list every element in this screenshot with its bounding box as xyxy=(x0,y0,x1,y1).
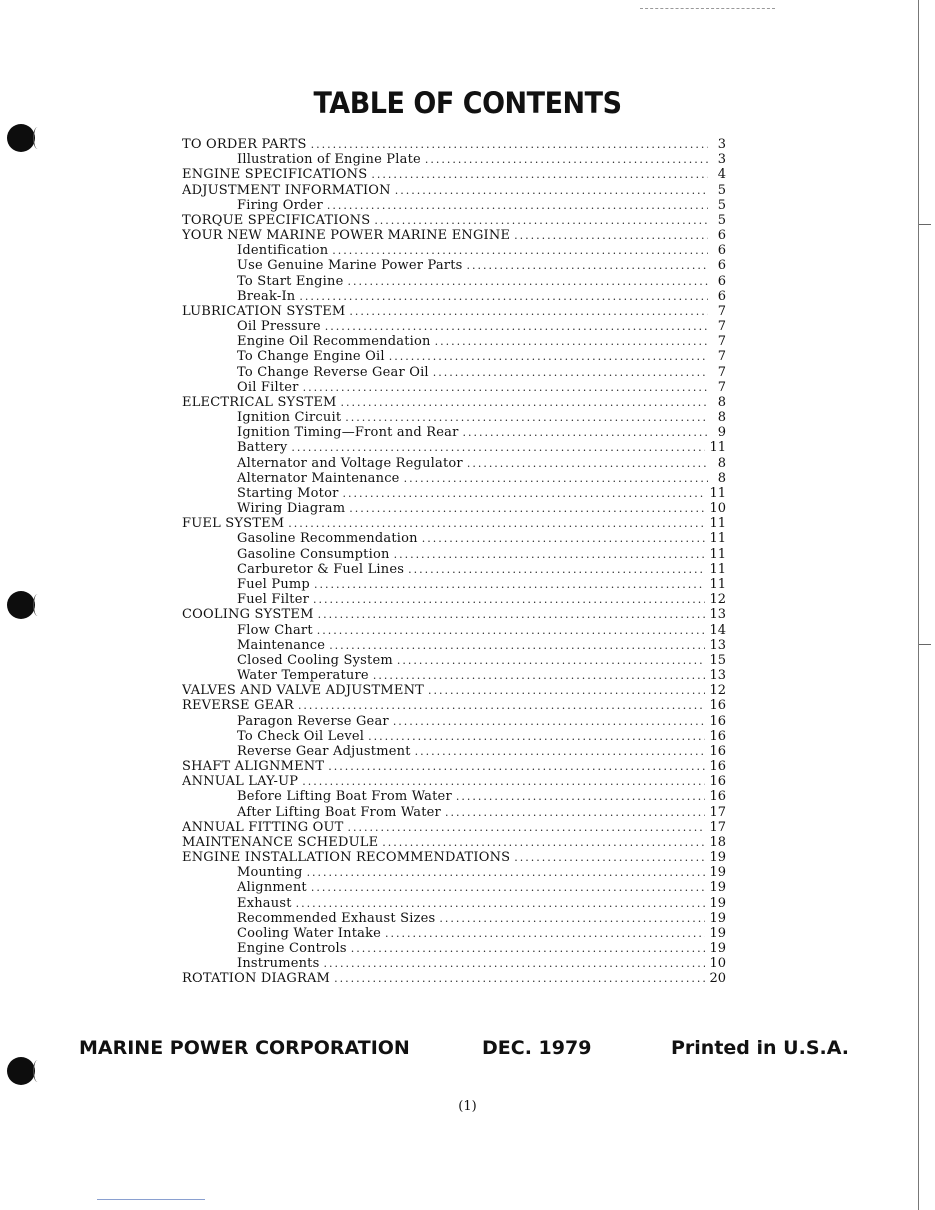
toc-entry-page: 19 xyxy=(709,865,726,881)
toc-entry-page: 7 xyxy=(717,303,726,319)
toc-entry xyxy=(182,623,726,638)
toc-entry-label: Ignition Timing—Front and Rear xyxy=(237,425,459,441)
toc-entry-page: 11 xyxy=(709,561,726,577)
toc-dot-leader xyxy=(428,683,705,698)
toc-entry xyxy=(182,167,726,182)
toc-entry xyxy=(182,365,726,380)
toc-entry xyxy=(182,425,726,440)
toc-entry-page: 19 xyxy=(709,895,726,911)
toc-dot-leader xyxy=(341,395,708,410)
toc-entry xyxy=(182,941,726,956)
toc-entry xyxy=(182,258,726,273)
toc-dot-leader xyxy=(317,623,706,638)
toc-entry-page: 11 xyxy=(709,485,726,501)
toc-dot-leader xyxy=(314,577,706,592)
toc-entry-label: Cooling Water Intake xyxy=(237,925,382,941)
toc-entry-page: 19 xyxy=(709,910,726,926)
toc-entry-page: 6 xyxy=(717,243,726,259)
toc-dot-leader xyxy=(348,820,706,835)
toc-dot-leader xyxy=(463,425,708,440)
toc-entry xyxy=(182,228,726,243)
toc-entry xyxy=(182,668,726,683)
toc-entry xyxy=(182,547,726,562)
toc-entry-label: Fuel Filter xyxy=(237,592,310,608)
toc-dot-leader xyxy=(347,274,708,289)
toc-dot-leader xyxy=(385,926,705,941)
toc-dot-leader xyxy=(433,365,708,380)
toc-entry xyxy=(182,137,726,152)
toc-entry-page: 16 xyxy=(709,789,726,805)
toc-entry-page: 11 xyxy=(709,440,726,456)
toc-entry-page: 12 xyxy=(709,592,726,608)
toc-dot-leader xyxy=(445,805,705,820)
toc-entry-page: 10 xyxy=(709,501,726,517)
toc-dot-leader xyxy=(349,304,708,319)
toc-entry-page: 3 xyxy=(717,152,726,168)
toc-entry-page: 17 xyxy=(709,804,726,820)
toc-entry-label: Exhaust xyxy=(237,895,292,911)
toc-dot-leader xyxy=(303,380,708,395)
toc-dot-leader xyxy=(415,744,706,759)
toc-entry-label: Before Lifting Boat From Water xyxy=(237,789,452,805)
toc-dot-leader xyxy=(422,531,706,546)
page-title: TABLE OF CONTENTS xyxy=(313,86,622,120)
toc-entry xyxy=(182,562,726,577)
toc-entry xyxy=(182,319,726,334)
toc-entry-label: ENGINE INSTALLATION RECOMMENDATIONS xyxy=(182,850,511,866)
toc-entry-page: 8 xyxy=(717,455,726,471)
toc-entry-label: Illustration of Engine Plate xyxy=(237,152,421,168)
toc-dot-leader xyxy=(456,789,706,804)
toc-entry-label: Use Genuine Marine Power Parts xyxy=(237,258,463,274)
toc-dot-leader xyxy=(311,137,708,152)
toc-dot-leader xyxy=(439,911,705,926)
toc-dot-leader xyxy=(368,729,705,744)
toc-dot-leader xyxy=(389,349,708,364)
toc-entry-label: To Start Engine xyxy=(237,273,344,289)
toc-entry-label: To Check Oil Level xyxy=(237,728,365,744)
toc-entry-label: Recommended Exhaust Sizes xyxy=(237,910,436,926)
edge-tick-mark xyxy=(919,644,931,645)
toc-dot-leader xyxy=(298,698,706,713)
toc-entry-page: 16 xyxy=(709,759,726,775)
toc-entry-label: Paragon Reverse Gear xyxy=(237,713,389,729)
toc-dot-leader xyxy=(302,774,705,789)
toc-entry-page: 19 xyxy=(709,925,726,941)
toc-entry xyxy=(182,729,726,744)
toc-entry-page: 13 xyxy=(709,668,726,684)
toc-entry-page: 7 xyxy=(717,319,726,335)
toc-dot-leader xyxy=(394,547,706,562)
toc-entry-page: 13 xyxy=(709,607,726,623)
toc-entry xyxy=(182,820,726,835)
toc-entry-label: Mounting xyxy=(237,865,303,881)
toc-entry xyxy=(182,850,726,865)
footer-company: MARINE POWER CORPORATION xyxy=(79,1037,410,1059)
toc-dot-leader xyxy=(395,183,708,198)
toc-entry-label: COOLING SYSTEM xyxy=(182,607,314,623)
footer-date: DEC. 1979 xyxy=(482,1037,592,1059)
toc-dot-leader xyxy=(345,410,708,425)
toc-entry-page: 11 xyxy=(709,546,726,562)
toc-entry-label: ADJUSTMENT INFORMATION xyxy=(182,182,391,198)
toc-entry xyxy=(182,744,726,759)
toc-entry-label: Alternator and Voltage Regulator xyxy=(237,455,463,471)
toc-entry-label: REVERSE GEAR xyxy=(182,698,294,714)
toc-entry xyxy=(182,380,726,395)
toc-entry-label: Instruments xyxy=(237,956,320,972)
toc-entry-page: 8 xyxy=(717,470,726,486)
toc-entry-page: 19 xyxy=(709,850,726,866)
toc-entry-label: ROTATION DIAGRAM xyxy=(182,971,331,987)
toc-entry-label: Fuel Pump xyxy=(237,576,310,592)
toc-entry-page: 11 xyxy=(709,516,726,532)
toc-dot-leader xyxy=(307,865,706,880)
toc-entry xyxy=(182,304,726,319)
toc-entry xyxy=(182,926,726,941)
footer-printed: Printed in U.S.A. xyxy=(671,1037,849,1059)
toc-entry xyxy=(182,607,726,622)
toc-dot-leader xyxy=(349,501,705,516)
toc-entry-page: 8 xyxy=(717,410,726,426)
toc-dot-leader xyxy=(325,319,708,334)
toc-entry-page: 3 xyxy=(717,137,726,152)
toc-entry xyxy=(182,698,726,713)
toc-dot-leader xyxy=(382,835,705,850)
toc-entry-label: ANNUAL LAY-UP xyxy=(182,774,299,790)
toc-entry xyxy=(182,289,726,304)
toc-dot-leader xyxy=(334,971,705,986)
toc-entry xyxy=(182,501,726,516)
toc-entry-label: SHAFT ALIGNMENT xyxy=(182,759,325,775)
binder-hole xyxy=(7,1057,35,1085)
toc-entry xyxy=(182,395,726,410)
toc-entry xyxy=(182,789,726,804)
toc-entry-label: Wiring Diagram xyxy=(237,501,346,517)
binder-hole xyxy=(7,124,35,152)
toc-entry-label: Break-In xyxy=(237,288,296,304)
toc-entry-label: FUEL SYSTEM xyxy=(182,516,285,532)
toc-entry-label: ELECTRICAL SYSTEM xyxy=(182,394,337,410)
toc-entry-label: Flow Chart xyxy=(237,622,313,638)
toc-entry xyxy=(182,531,726,546)
toc-dot-leader xyxy=(467,258,708,273)
toc-dot-leader xyxy=(371,167,708,182)
toc-entry-page: 20 xyxy=(709,971,726,987)
toc-dot-leader xyxy=(404,471,708,486)
toc-entry xyxy=(182,956,726,971)
page-number: (1) xyxy=(458,1099,477,1114)
toc-entry xyxy=(182,653,726,668)
toc-entry-label: Oil Pressure xyxy=(237,319,321,335)
toc-dot-leader xyxy=(373,668,706,683)
toc-entry-label: To Change Engine Oil xyxy=(237,349,385,365)
toc-dot-leader xyxy=(311,880,706,895)
toc-dot-leader xyxy=(291,440,705,455)
toc-entry-label: Battery xyxy=(237,440,288,456)
toc-entry-page: 5 xyxy=(717,212,726,228)
toc-entry-page: 7 xyxy=(717,364,726,380)
toc-entry-label: Water Temperature xyxy=(237,668,369,684)
toc-entry xyxy=(182,971,726,986)
toc-entry-label: Alternator Maintenance xyxy=(237,470,400,486)
scan-line xyxy=(97,1199,205,1200)
right-edge-line xyxy=(918,0,919,1210)
toc-dot-leader xyxy=(397,653,706,668)
toc-entry-label: Maintenance xyxy=(237,637,326,653)
toc-entry-page: 19 xyxy=(709,880,726,896)
toc-entry-label: Ignition Circuit xyxy=(237,410,342,426)
toc-entry xyxy=(182,638,726,653)
toc-entry xyxy=(182,471,726,486)
toc-entry-label: Firing Order xyxy=(237,197,323,213)
toc-dot-leader xyxy=(328,759,705,774)
toc-entry xyxy=(182,334,726,349)
toc-entry-label: Starting Motor xyxy=(237,485,339,501)
toc-entry-page: 12 xyxy=(709,683,726,699)
toc-entry-label: Reverse Gear Adjustment xyxy=(237,743,411,759)
binder-hole xyxy=(7,591,35,619)
toc-dot-leader xyxy=(514,850,705,865)
scan-mark xyxy=(640,8,775,9)
toc-entry xyxy=(182,759,726,774)
toc-entry xyxy=(182,714,726,729)
toc-entry-page: 16 xyxy=(709,728,726,744)
toc-entry xyxy=(182,410,726,425)
toc-dot-leader xyxy=(351,941,706,956)
toc-dot-leader xyxy=(296,896,706,911)
toc-dot-leader xyxy=(299,289,708,304)
toc-entry-page: 7 xyxy=(717,334,726,350)
toc-entry xyxy=(182,592,726,607)
toc-entry-label: Carburetor & Fuel Lines xyxy=(237,561,405,577)
toc-entry xyxy=(182,774,726,789)
toc-dot-leader xyxy=(332,243,708,258)
toc-entry xyxy=(182,456,726,471)
toc-entry-page: 10 xyxy=(709,956,726,972)
toc-entry xyxy=(182,516,726,531)
toc-entry-page: 13 xyxy=(709,637,726,653)
toc-dot-leader xyxy=(323,956,705,971)
toc-dot-leader xyxy=(393,714,706,729)
toc-entry-label: Oil Filter xyxy=(237,379,299,395)
toc-entry xyxy=(182,896,726,911)
toc-entry-page: 17 xyxy=(709,819,726,835)
toc-entry-page: 9 xyxy=(717,425,726,441)
toc-dot-leader xyxy=(329,638,705,653)
toc-entry-page: 4 xyxy=(717,167,726,183)
toc-dot-leader xyxy=(514,228,708,243)
toc-dot-leader xyxy=(374,213,708,228)
toc-entry-page: 16 xyxy=(709,774,726,790)
toc-entry-page: 16 xyxy=(709,743,726,759)
toc-entry-page: 6 xyxy=(717,273,726,289)
edge-tick-mark xyxy=(919,224,931,225)
toc-entry-page: 19 xyxy=(709,941,726,957)
toc-entry-page: 6 xyxy=(717,228,726,244)
toc-list xyxy=(182,137,726,987)
toc-dot-leader xyxy=(313,592,705,607)
toc-dot-leader xyxy=(288,516,705,531)
toc-entry xyxy=(182,440,726,455)
toc-entry-page: 6 xyxy=(717,288,726,304)
toc-entry-page: 18 xyxy=(709,834,726,850)
toc-entry xyxy=(182,183,726,198)
toc-entry-page: 11 xyxy=(709,531,726,547)
toc-entry-page: 5 xyxy=(717,182,726,198)
toc-dot-leader xyxy=(425,152,708,167)
toc-entry-label: Alignment xyxy=(237,880,307,896)
toc-entry xyxy=(182,213,726,228)
toc-dot-leader xyxy=(318,607,706,622)
toc-entry-label: TO ORDER PARTS xyxy=(182,137,307,152)
toc-entry-page: 14 xyxy=(709,622,726,638)
toc-entry-label: YOUR NEW MARINE POWER MARINE ENGINE xyxy=(182,228,511,244)
toc-entry-label: Engine Oil Recommendation xyxy=(237,334,431,350)
toc-entry-label: MAINTENANCE SCHEDULE xyxy=(182,834,379,850)
toc-entry-label: VALVES AND VALVE ADJUSTMENT xyxy=(182,683,425,699)
toc-dot-leader xyxy=(327,198,708,213)
toc-entry-label: To Change Reverse Gear Oil xyxy=(237,364,429,380)
toc-entry-label: LUBRICATION SYSTEM xyxy=(182,303,346,319)
toc-entry-page: 16 xyxy=(709,713,726,729)
toc-entry xyxy=(182,911,726,926)
toc-dot-leader xyxy=(435,334,708,349)
toc-entry xyxy=(182,486,726,501)
toc-entry-page: 15 xyxy=(709,652,726,668)
toc-entry xyxy=(182,880,726,895)
toc-entry xyxy=(182,683,726,698)
toc-entry xyxy=(182,243,726,258)
toc-entry xyxy=(182,835,726,850)
toc-entry-label: After Lifting Boat From Water xyxy=(237,804,441,820)
toc-entry xyxy=(182,865,726,880)
toc-entry-label: Gasoline Recommendation xyxy=(237,531,418,547)
toc-entry-label: Identification xyxy=(237,243,329,259)
toc-entry-label: ANNUAL FITTING OUT xyxy=(182,819,344,835)
toc-entry-page: 16 xyxy=(709,698,726,714)
toc-entry xyxy=(182,152,726,167)
toc-entry xyxy=(182,198,726,213)
toc-entry xyxy=(182,577,726,592)
toc-entry-label: Gasoline Consumption xyxy=(237,546,390,562)
toc-entry-page: 11 xyxy=(709,576,726,592)
toc-entry-label: TORQUE SPECIFICATIONS xyxy=(182,212,371,228)
toc-entry-label: Closed Cooling System xyxy=(237,652,393,668)
toc-entry xyxy=(182,805,726,820)
toc-entry-page: 6 xyxy=(717,258,726,274)
toc-entry-page: 7 xyxy=(717,379,726,395)
toc-entry-page: 7 xyxy=(717,349,726,365)
toc-entry-label: ENGINE SPECIFICATIONS xyxy=(182,167,368,183)
toc-dot-leader xyxy=(408,562,705,577)
toc-entry-page: 5 xyxy=(717,197,726,213)
toc-dot-leader xyxy=(343,486,706,501)
toc-entry-page: 8 xyxy=(717,394,726,410)
toc-entry xyxy=(182,349,726,364)
toc-dot-leader xyxy=(467,456,708,471)
toc-entry xyxy=(182,274,726,289)
toc-entry-label: Engine Controls xyxy=(237,941,347,957)
